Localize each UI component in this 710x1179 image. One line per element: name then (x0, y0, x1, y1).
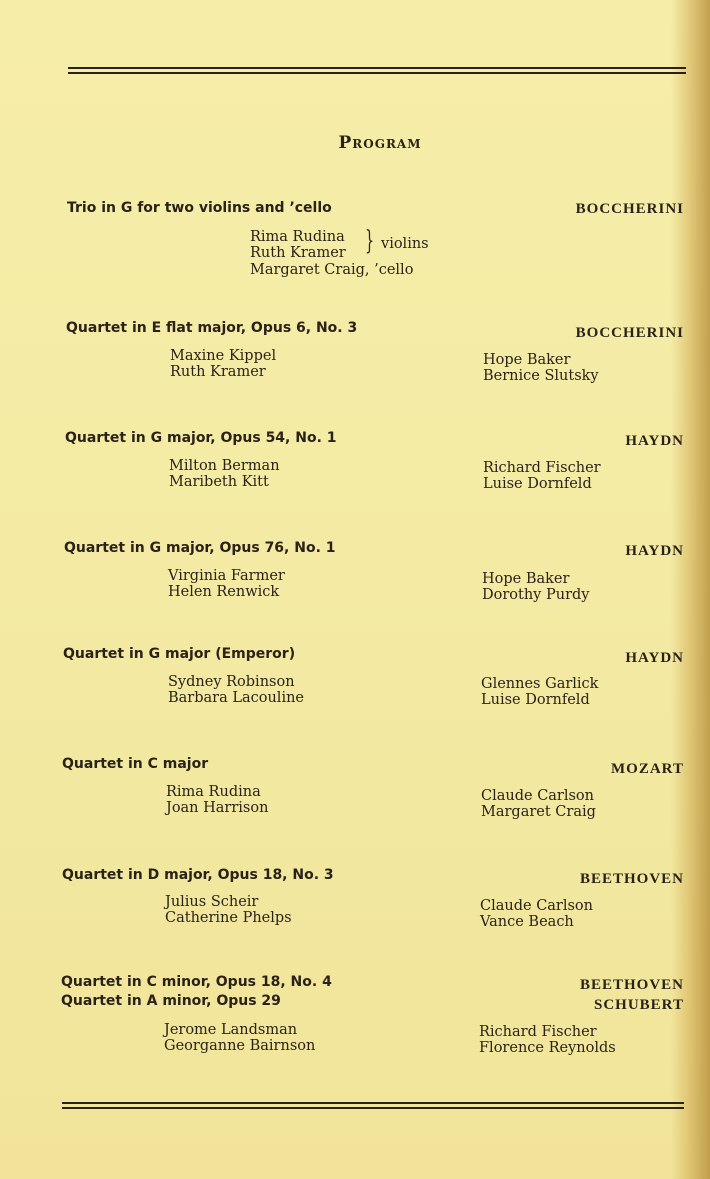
top-double-rule (68, 67, 686, 75)
performer-name: Luise Dornfeld (483, 476, 592, 492)
piece-title: Quartet in G major, Opus 54, No. 1 (65, 430, 337, 446)
performer-name: Bernice Slutsky (483, 368, 599, 384)
performer-name: Richard Fischer (479, 1024, 597, 1040)
performer-name: Claude Carlson (480, 898, 594, 914)
performer-name: Luise Dornfeld (481, 692, 590, 708)
performer-name: Hope Baker (483, 352, 571, 368)
performer-name: Claude Carlson (481, 788, 595, 804)
performer-name: Dorothy Purdy (482, 587, 590, 603)
piece-title: Quartet in C major (62, 756, 209, 772)
performer-name: Florence Reynolds (479, 1040, 616, 1056)
composer-name: BOCCHERINI (575, 201, 684, 217)
performer-name: Joan Harrison (166, 800, 269, 816)
performer-name: Glennes Garlick (481, 676, 599, 692)
performer-name: Maxine Kippel (170, 348, 277, 364)
piece-title: Quartet in G major (Emperor) (63, 646, 296, 662)
piece-title: Quartet in G major, Opus 76, No. 1 (64, 540, 336, 556)
performer-name: Richard Fischer (483, 460, 601, 476)
performer-name: Hope Baker (482, 571, 570, 587)
brace-symbol: } (365, 226, 375, 256)
performer-name: Helen Renwick (168, 584, 280, 600)
performer-name: Julius Scheir (165, 894, 259, 910)
performer-name: Sydney Robinson (168, 674, 295, 690)
performer-name: Ruth Kramer (170, 364, 266, 380)
composer-name: BEETHOVEN (579, 977, 684, 993)
performer-name: Catherine Phelps (165, 910, 292, 926)
performer-cello: Margaret Craig, ’cello (250, 262, 414, 278)
piece-title: Quartet in D major, Opus 18, No. 3 (62, 867, 334, 883)
performer-name: Virginia Farmer (168, 568, 285, 584)
piece-title: Quartet in E flat major, Opus 6, No. 3 (66, 320, 358, 336)
page-title: Program (338, 133, 422, 153)
composer-name: HAYDN (625, 650, 684, 666)
performer-name: Milton Berman (169, 458, 280, 474)
composer-name: HAYDN (625, 433, 684, 449)
composer-name: BEETHOVEN (579, 871, 684, 887)
performer-name: Margaret Craig (481, 804, 596, 820)
performer-name: Vance Beach (480, 914, 574, 930)
performer-name: Rima Rudina (166, 784, 261, 800)
composer-name: MOZART (611, 761, 684, 777)
performer-name: Barbara Lacouline (168, 690, 305, 706)
composer-name: SCHUBERT (594, 997, 684, 1013)
violins-label: violins (381, 236, 429, 252)
piece-title: Quartet in C minor, Opus 18, No. 4 (61, 974, 332, 990)
piece-title: Trio in G for two violins and ’cello (67, 200, 332, 216)
piece-title: Quartet in A minor, Opus 29 (61, 993, 281, 1009)
composer-name: BOCCHERINI (575, 325, 684, 341)
bottom-double-rule (62, 1102, 684, 1110)
composer-name: HAYDN (625, 543, 684, 559)
performer-name: Maribeth Kitt (169, 474, 269, 490)
performer-name: Jerome Landsman (164, 1022, 298, 1038)
performer-violin-1: Rima Rudina (250, 229, 345, 245)
performer-violin-2: Ruth Kramer (250, 245, 346, 261)
performer-name: Georganne Bairnson (164, 1038, 316, 1054)
